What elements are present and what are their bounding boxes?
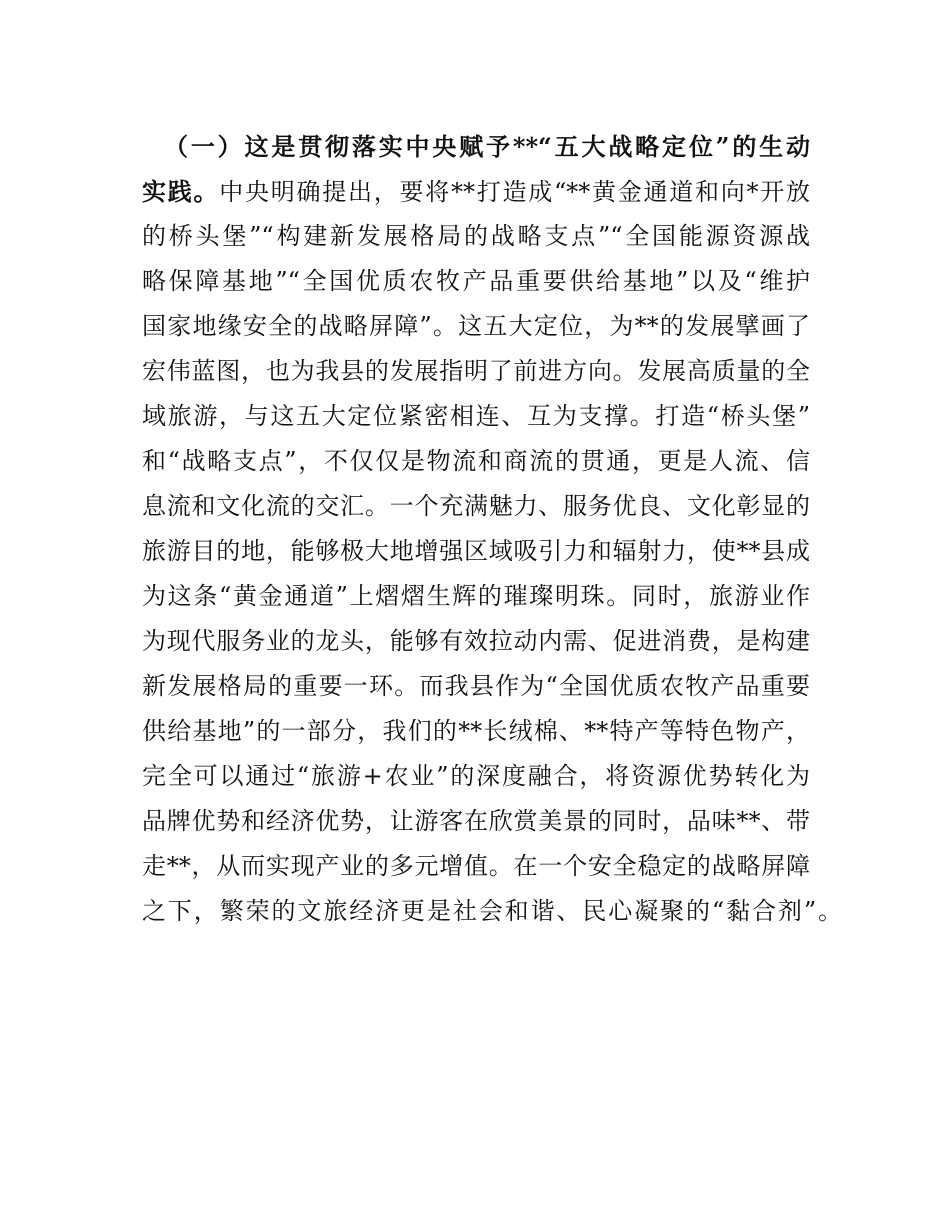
- paragraph-line: [142, 529, 810, 574]
- paragraph-line: [142, 484, 810, 529]
- body-text: 完全可以通过“旅游+农业”的深度融合，将资源优势转化为: [142, 762, 810, 790]
- paragraph-line: [142, 259, 810, 304]
- paragraph-line: [142, 619, 810, 664]
- body-text: 为这条“黄金通道”上熠熠生辉的璀璨明珠。同时，旅游业作: [142, 582, 810, 610]
- paragraph-line: [142, 574, 810, 619]
- body-text: 品牌优势和经济优势，让游客在欣赏美景的同时，品味**、带: [142, 807, 810, 835]
- body-text: 中央明确提出，要将**打造成“**黄金通道和向*开放: [219, 178, 810, 206]
- body-text: 走**，从而实现产业的多元增值。在一个安全稳定的战略屏障: [142, 852, 810, 880]
- body-text: 国家地缘安全的战略屏障”。这五大定位，为**的发展擘画了: [142, 312, 810, 340]
- paragraph-line: [142, 709, 810, 754]
- body-text: 略保障基地”“全国优质农牧产品重要供给基地”以及“维护: [142, 267, 810, 295]
- body-text: 新发展格局的重要一环。而我县作为“全国优质农牧产品重要: [142, 672, 810, 700]
- paragraph-line: [142, 844, 810, 889]
- paragraph-line: [142, 439, 810, 484]
- bold-heading-text: 实践。: [142, 177, 220, 206]
- document-page: [142, 124, 842, 934]
- paragraph-line: [142, 349, 810, 394]
- body-text: 之下，繁荣的文旅经济更是社会和谐、民心凝聚的“黏合剂”。: [142, 897, 842, 925]
- body-text: 宏伟蓝图，也为我县的发展指明了前进方向。发展高质量的全: [142, 357, 810, 385]
- body-text: 域旅游，与这五大定位紧密相连、互为支撑。打造“桥头堡”: [142, 402, 810, 430]
- body-text: 旅游目的地，能够极大地增强区域吸引力和辐射力，使**县成: [142, 537, 810, 565]
- body-text: 的桥头堡”“构建新发展格局的战略支点”“全国能源资源战: [142, 222, 810, 250]
- paragraph-line: [142, 664, 810, 709]
- paragraph-line: [142, 394, 810, 439]
- paragraph-line: [142, 169, 810, 214]
- paragraph-line: [142, 304, 810, 349]
- paragraph-line: [142, 754, 810, 799]
- body-text: 为现代服务业的龙头，能够有效拉动内需、促进消费，是构建: [142, 627, 810, 655]
- paragraph-line: [142, 214, 810, 259]
- paragraph-line: [142, 799, 810, 844]
- body-text: 息流和文化流的交汇。一个充满魅力、服务优良、文化彰显的: [142, 492, 810, 520]
- body-text: 供给基地”的一部分，我们的**长绒棉、**特产等特色物产，: [142, 717, 810, 745]
- paragraph-line: [142, 889, 842, 934]
- body-text: 和“战略支点”，不仅仅是物流和商流的贯通，更是人流、信: [142, 447, 810, 475]
- section-heading-line: [142, 124, 810, 169]
- bold-heading-text: （一）这是贯彻落实中央赋予**“五大战略定位”的生动: [164, 132, 810, 161]
